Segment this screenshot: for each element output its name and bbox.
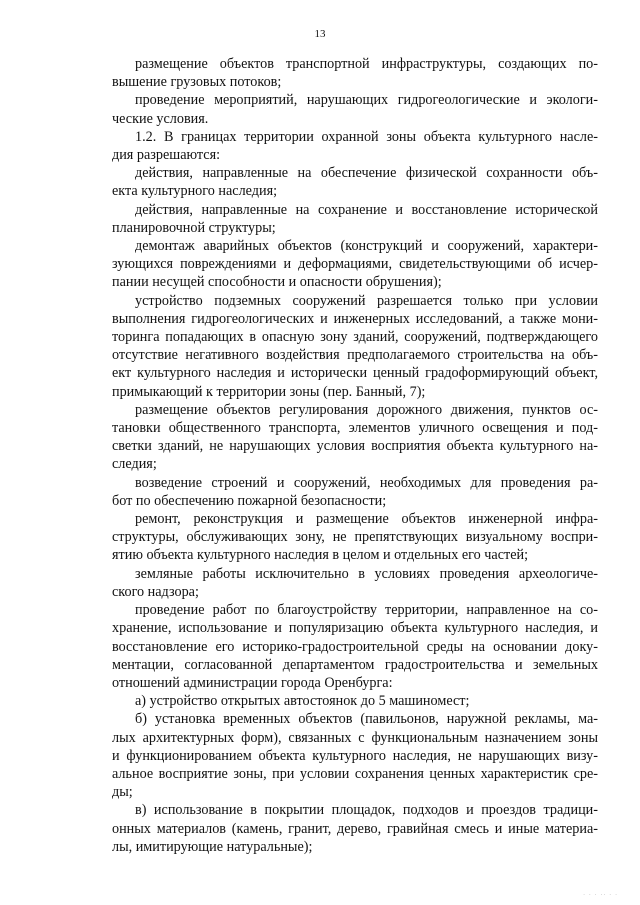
text-line: хранение, использование и популяризацию объекта культурного наследия, и bbox=[112, 620, 598, 637]
text-line: в) использование в покрытии площадок, подходов и проездов традици- bbox=[135, 802, 598, 819]
text-line: демонтаж аварийных объектов (конструкций и сооружений, характери- bbox=[135, 238, 598, 255]
text-line: планировочной структуры; bbox=[112, 219, 276, 236]
body-text bbox=[112, 55, 598, 856]
text-line: примыкающий к территории зоны (пер. Банный, 7); bbox=[112, 383, 426, 400]
text-line: структуры, обслуживающих зону, не препятствующих визуальному воспри- bbox=[112, 529, 598, 546]
text-line: действия, направленные на сохранение и восстановление исторической bbox=[135, 201, 598, 218]
text-line: бот по обеспечению пожарной безопасности; bbox=[112, 492, 387, 509]
text-line: проведение работ по благоустройству территории, направленное на со- bbox=[135, 602, 598, 619]
page-number: 13 bbox=[314, 28, 326, 40]
text-line: б) установка временных объектов (павильонов, наружной рекламы, ма- bbox=[135, 711, 598, 728]
text-line: тановки общественного транспорта, элементов уличного освещения и под- bbox=[112, 420, 598, 437]
text-line: лых архитектурных форм), связанных с функциональным назначением зоны bbox=[112, 729, 598, 746]
text-line: ментации, согласованной департаментом градостроительства и земельных bbox=[112, 656, 598, 673]
text-line: пании несущей способности и опасности обрушения); bbox=[112, 274, 442, 291]
text-line: ятию объекта культурного наследия в целом и отдельных его частей; bbox=[112, 547, 529, 564]
text-line: дия разрешаются: bbox=[112, 147, 221, 164]
scan-artifact: · · · ·· · · bbox=[583, 892, 618, 899]
text-line: светки зданий, не нарушающих условия восприятия объекта культурного на- bbox=[112, 438, 598, 455]
text-line: действия, направленные на обеспечение физической сохранности объ- bbox=[135, 165, 598, 182]
text-line: отношений администрации города Оренбурга: bbox=[112, 674, 393, 691]
text-line: размещение объектов транспортной инфраструктуры, создающих по- bbox=[135, 56, 598, 72]
text-line: восстановление его историко-градостроительной среды на основании доку- bbox=[112, 638, 598, 655]
text-line: торинга попадающих в опасную зону зданий, сооружений, подтверждающего bbox=[112, 329, 598, 346]
text-line: выполнения гидрогеологических и инженерных исследований, а также мони- bbox=[112, 310, 598, 327]
text-line: 1.2. В границах территории охранной зоны объекта культурного насле- bbox=[135, 128, 598, 145]
text-line: зующихся повреждениями и деформациями, свидетельствующими об исчер- bbox=[112, 256, 598, 273]
text-line: проведение мероприятий, нарушающих гидрогеологические и экологи- bbox=[135, 92, 598, 109]
text-line: размещение объектов регулирования дорожного движения, пунктов ос- bbox=[135, 401, 598, 418]
text-line: ды; bbox=[112, 784, 133, 801]
text-line: и функционированием объекта культурного наследия, не нарушающих визу- bbox=[112, 747, 598, 764]
text-line: ремонт, реконструкция и размещение объектов инженерной инфра- bbox=[135, 511, 598, 528]
text-line: возведение строений и сооружений, необходимых для проведения ра- bbox=[135, 474, 598, 491]
text-line: лы, имитирующие натуральные); bbox=[112, 838, 313, 855]
text-line: екта культурного наследия; bbox=[112, 183, 278, 200]
text-line: вышение грузовых потоков; bbox=[112, 74, 282, 91]
text-line: онных материалов (камень, гранит, дерево, гравийная смесь и иные материа- bbox=[112, 820, 598, 837]
text-line: ект культурного наследия и исторически ценный градоформирующий объект, bbox=[112, 365, 598, 382]
text-line: следия; bbox=[112, 456, 157, 473]
text-line: ческие условия. bbox=[112, 110, 209, 127]
text-line: а) устройство открытых автостоянок до 5 машиномест; bbox=[135, 693, 470, 710]
text-line: земляные работы исключительно в условиях проведения археологиче- bbox=[135, 565, 598, 582]
text-line: устройство подземных сооружений разрешается только при условии bbox=[135, 292, 598, 309]
text-line: отсутствие негативного воздействия предполагаемого строительства на объ- bbox=[112, 347, 598, 364]
text-line: альное восприятие зоны, при условии сохранения ценных характеристик сре- bbox=[112, 765, 598, 782]
text-line: ского надзора; bbox=[112, 583, 199, 600]
